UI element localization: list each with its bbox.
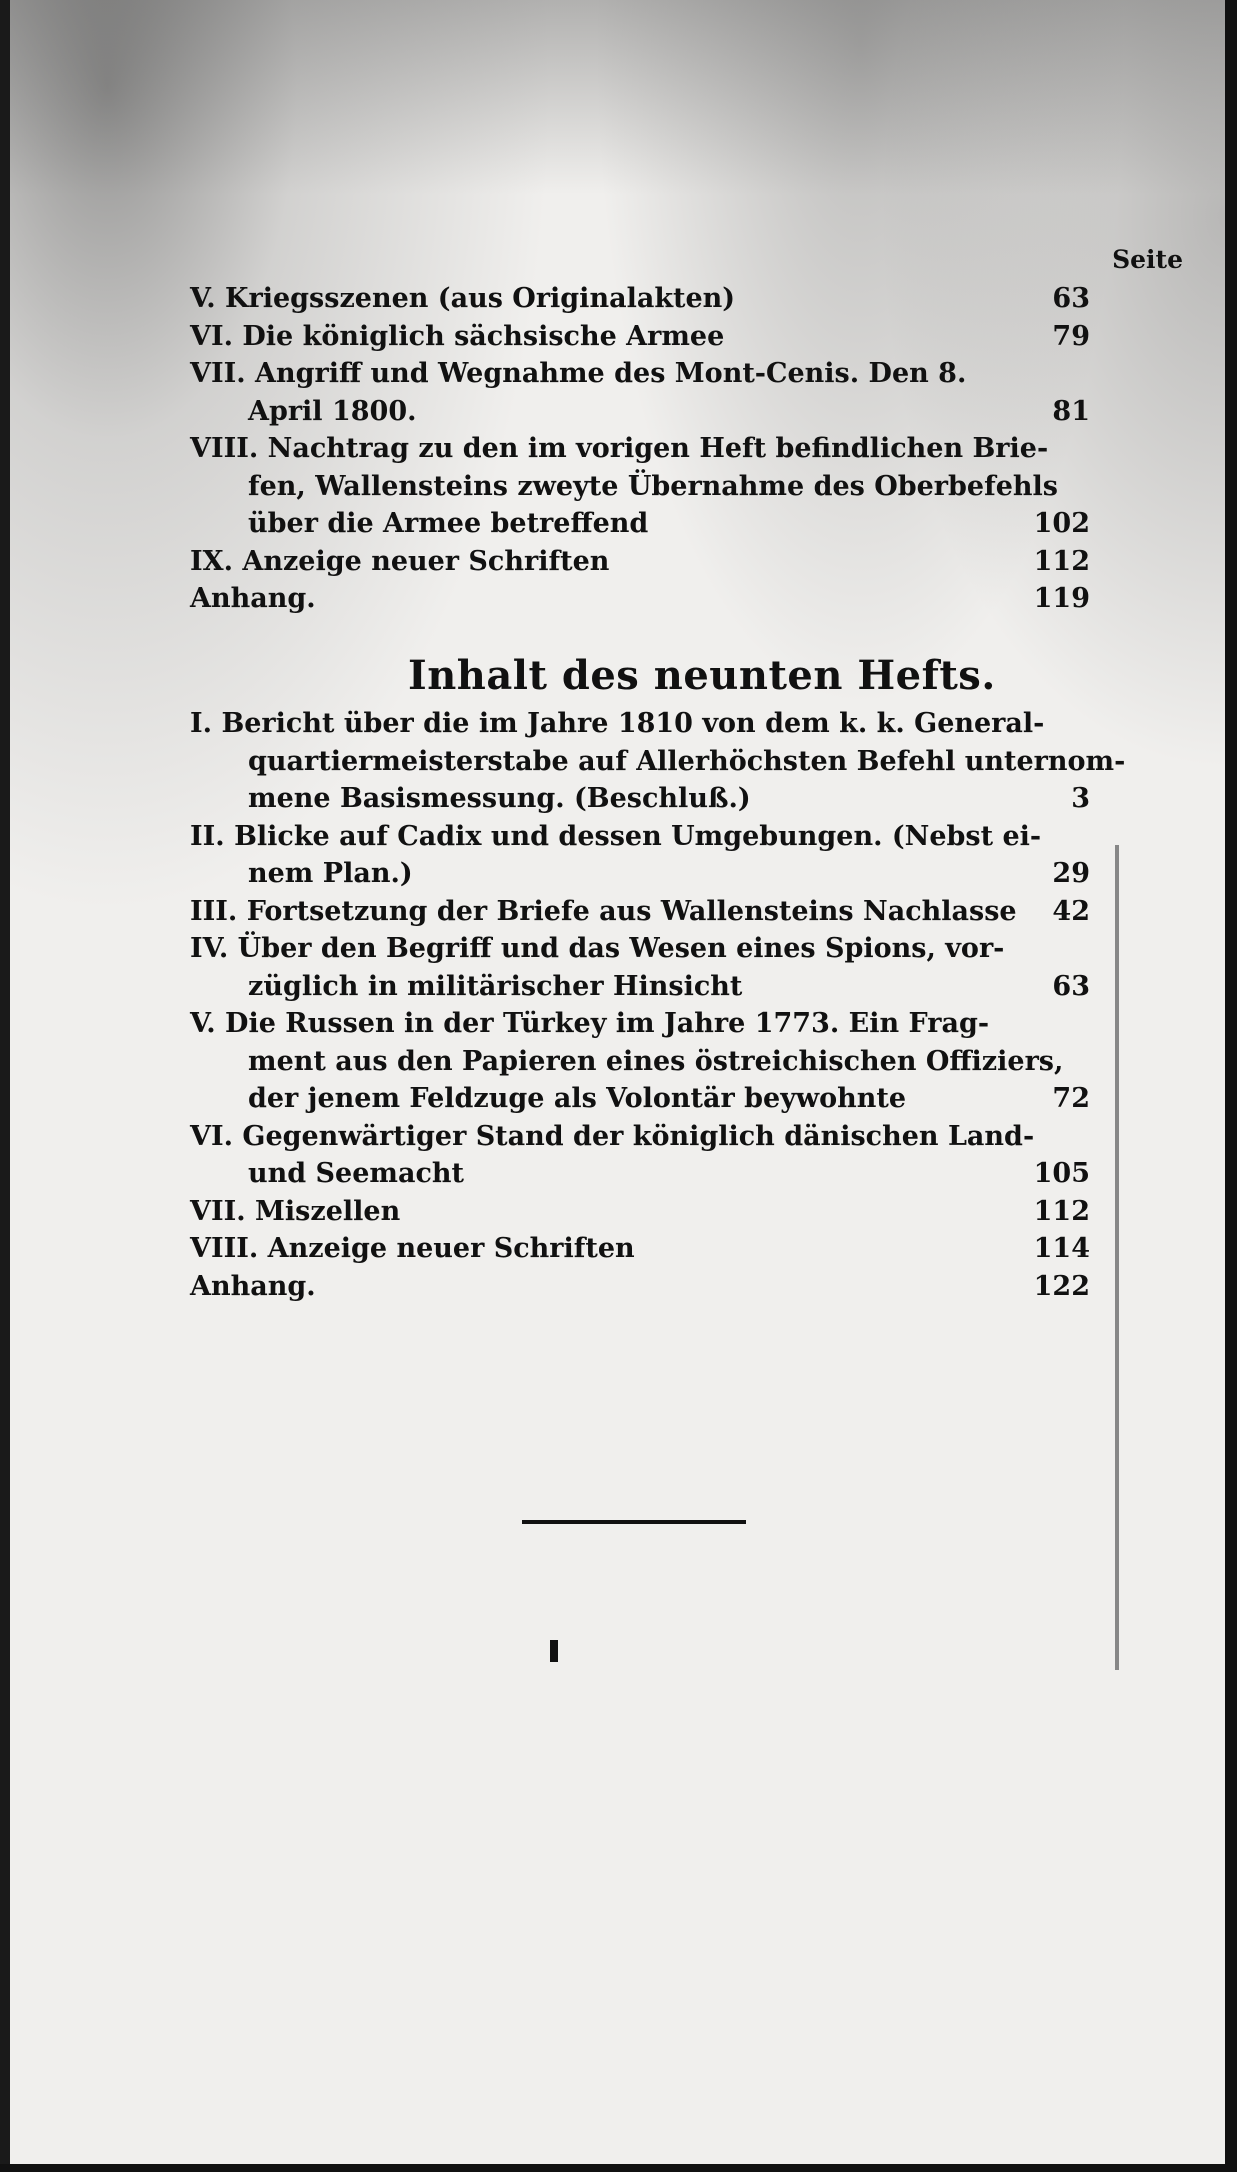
- toc-entry-page-number: 3: [1071, 783, 1090, 814]
- toc-entry-text: ment aus den Papieren eines östreichischen Offiziers,: [248, 1045, 1064, 1077]
- toc-entry-line: [190, 930, 1090, 968]
- toc-entry-text: quartiermeisterstabe auf Allerhöchsten Befehl unternom-: [248, 745, 1126, 777]
- section-heading: Inhalt des neunten Hefts.: [408, 652, 996, 699]
- toc-entry-line: [190, 1005, 1090, 1043]
- toc-entry: [190, 355, 1090, 430]
- toc-entry-line: [190, 1193, 1090, 1231]
- toc-entry-line: [190, 1118, 1090, 1156]
- toc-entry: [190, 893, 1090, 931]
- toc-entry-text: Über den Begriff und das Wesen eines Spions, vor-: [237, 933, 1005, 964]
- toc-entry-line: [190, 430, 1090, 468]
- toc-entry-numeral: VII.: [190, 358, 246, 389]
- toc-entry-text: Miszellen: [255, 1195, 401, 1227]
- toc-entry-numeral: V.: [190, 283, 216, 314]
- toc-entry: [190, 930, 1090, 1005]
- toc-entry-page-number: 105: [1033, 1158, 1090, 1189]
- toc-entry-line: [190, 743, 1126, 781]
- toc-entry-line: [190, 1155, 1090, 1193]
- toc-entry: [190, 705, 1126, 818]
- toc-entry-text: Angriff und Wegnahme des Mont-Cenis. Den 8.: [255, 358, 967, 389]
- toc-entry-page-number: 112: [1033, 1195, 1090, 1227]
- toc-entry: [190, 1268, 1090, 1306]
- toc-entry-numeral: VIII.: [190, 433, 259, 464]
- toc-entry-text: Anhang.: [190, 583, 316, 614]
- toc-entry-line: [190, 705, 1090, 743]
- toc-entry-text: Anzeige neuer Schriften: [267, 1233, 635, 1264]
- toc-entry-numeral: V.: [190, 1008, 216, 1039]
- toc-entry-text: Gegenwärtiger Stand der königlich dänischen Land-: [242, 1120, 1035, 1152]
- toc-entry-line: [190, 893, 1090, 931]
- toc-entry: [190, 318, 1090, 356]
- toc-entry-text: Die Russen in der Türkey im Jahre 1773. Ein Frag-: [225, 1008, 990, 1039]
- scan-border-right: [1225, 0, 1237, 2172]
- page-edge-shadow: [1115, 845, 1119, 1670]
- toc-entry-page-number: 72: [1052, 1083, 1090, 1114]
- toc-entry-text: Die königlich sächsische Armee: [242, 320, 725, 352]
- toc-entry-text: über die Armee betreffend: [248, 508, 649, 539]
- toc-entry: [190, 1118, 1090, 1193]
- toc-entry-numeral: IX.: [190, 545, 233, 577]
- toc-entry-numeral: VII.: [190, 1195, 246, 1227]
- toc-entry-numeral: VI.: [190, 1120, 233, 1152]
- toc-entry-page-number: 112: [1033, 545, 1090, 577]
- toc-entry: [190, 1005, 1090, 1118]
- toc-entry-page-number: 79: [1052, 320, 1090, 352]
- toc-entry-text: April 1800.: [248, 395, 417, 427]
- toc-entry: [190, 430, 1090, 543]
- toc-entry-text: mene Basismessung. (Beschluß.): [248, 783, 751, 814]
- toc-entry-line: [190, 468, 1090, 506]
- toc-entry-text: Anzeige neuer Schriften: [242, 545, 610, 577]
- seite-column-label: Seite: [1112, 245, 1183, 274]
- toc-entry-numeral: VI.: [190, 320, 233, 352]
- toc-entry-page-number: 122: [1033, 1270, 1090, 1302]
- toc-entry-line: [190, 580, 1090, 618]
- toc-entry-text: Nachtrag zu den im vorigen Heft befindlichen Brie-: [267, 433, 1049, 464]
- toc-entry-text: Fortsetzung der Briefe aus Wallensteins Nachlasse: [246, 895, 1017, 927]
- toc-entry-line: [190, 855, 1090, 893]
- toc-entry-line: [190, 505, 1090, 543]
- toc-entry-line: [190, 1080, 1090, 1118]
- toc-entry-numeral: III.: [190, 895, 238, 927]
- toc-entry: [190, 543, 1090, 581]
- toc-entry-text: fen, Wallensteins zweyte Übernahme des Oberbefehls: [248, 470, 1058, 502]
- toc-entry-page-number: 63: [1052, 970, 1090, 1002]
- toc-entry-page-number: 114: [1033, 1233, 1090, 1264]
- scan-border-bottom: [0, 2164, 1237, 2172]
- toc-entry-line: [190, 543, 1090, 581]
- toc-entry-text: Kriegsszenen (aus Originalakten): [225, 283, 736, 314]
- toc-entry-text: Blicke auf Cadix und dessen Umgebungen. (Nebst ei-: [234, 820, 1042, 852]
- toc-entry-text: Bericht über die im Jahre 1810 von dem k. k. General-: [221, 708, 1045, 739]
- toc-entry-line: [190, 818, 1090, 856]
- toc-entry-numeral: IV.: [190, 933, 229, 964]
- toc-entry-page-number: 29: [1052, 858, 1090, 889]
- toc-entry-text: Anhang.: [190, 1270, 316, 1302]
- toc-entry-page-number: 102: [1033, 508, 1090, 539]
- closing-rule: [522, 1520, 746, 1524]
- toc-entry-page-number: 63: [1052, 283, 1090, 314]
- toc-entry-text: nem Plan.): [248, 858, 413, 889]
- toc-entry-numeral: II.: [190, 820, 225, 852]
- toc-entry-text: und Seemacht: [248, 1158, 464, 1189]
- toc-entry: [190, 818, 1090, 893]
- toc-entry-line: [190, 1268, 1090, 1306]
- book-page: [10, 0, 1225, 2165]
- toc-entry-line: [190, 355, 1090, 393]
- toc-entry-line: [190, 1043, 1090, 1081]
- toc-entry-numeral: I.: [190, 708, 213, 739]
- toc-entry-text: der jenem Feldzuge als Volontär beywohnte: [248, 1083, 907, 1114]
- toc-entry-text: züglich in militärischer Hinsicht: [248, 970, 743, 1002]
- toc-entry-line: [190, 780, 1090, 818]
- toc-entry-page-number: 119: [1033, 583, 1090, 614]
- toc-entry: [190, 280, 1090, 318]
- toc-entry: [190, 1230, 1090, 1268]
- toc-entry-page-number: 81: [1052, 395, 1090, 427]
- toc-entry-line: [190, 280, 1090, 318]
- toc-entry-line: [190, 968, 1090, 1006]
- toc-entry-line: [190, 393, 1090, 431]
- toc-entry-line: [190, 1230, 1090, 1268]
- toc-entry: [190, 580, 1090, 618]
- ink-mark: [550, 1640, 558, 1662]
- toc-entry-line: [190, 318, 1090, 356]
- toc-entry-page-number: 42: [1052, 895, 1090, 927]
- toc-entry: [190, 1193, 1090, 1231]
- toc-entry-numeral: VIII.: [190, 1233, 259, 1264]
